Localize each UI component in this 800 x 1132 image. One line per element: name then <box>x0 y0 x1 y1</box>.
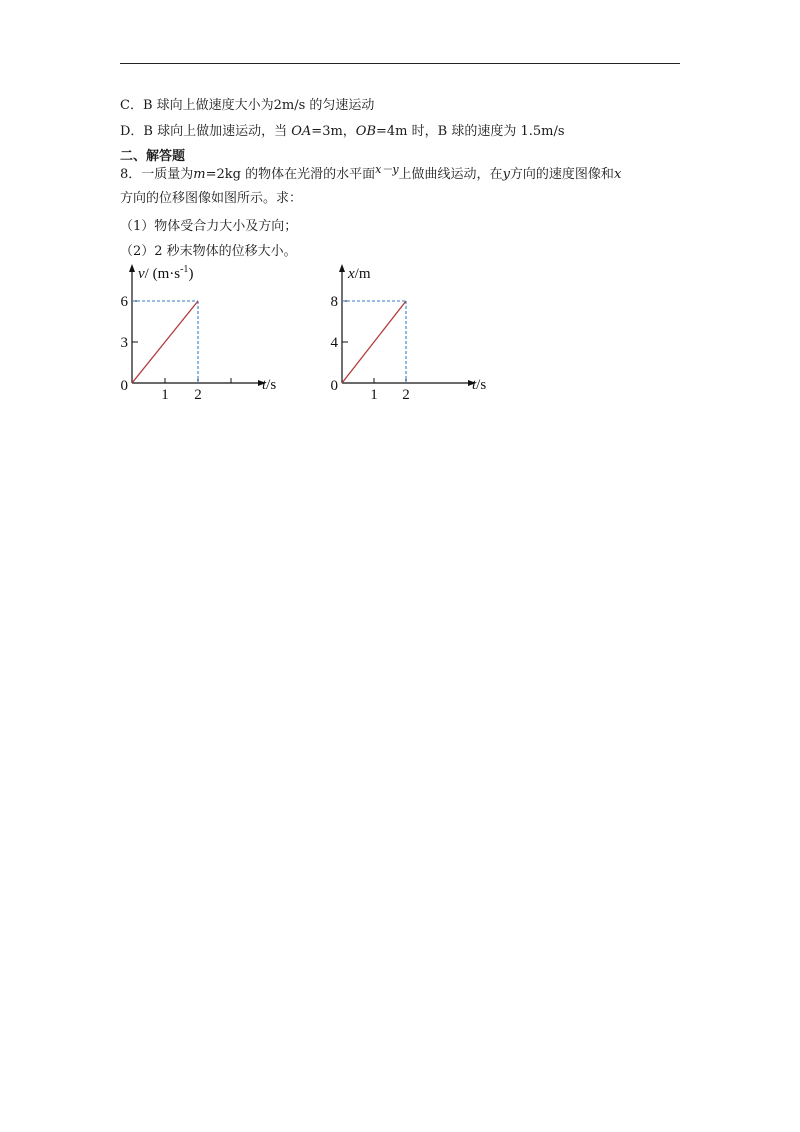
option-d-ob: OB <box>355 124 377 139</box>
x-axis-label: t/s <box>472 377 487 393</box>
mass-variable: m <box>193 167 206 182</box>
y-axis-arrow <box>339 264 345 272</box>
sub-question-2: （2）2 秒末物体的位移大小。 <box>120 244 297 259</box>
option-c-value: 2m/s <box>273 98 306 113</box>
option-d-oa: OA <box>291 124 312 139</box>
x-tick-label: 1 <box>161 387 169 403</box>
question-text-b: =2kg 的物体在光滑的水平面 <box>205 167 376 182</box>
question-text-c: 上做曲线运动，在 <box>398 167 503 182</box>
option-c-prefix: C．B 球向上做速度大小为 <box>120 98 274 113</box>
option-d-prefix: D．B 球向上做加速运动，当 <box>120 124 292 139</box>
y-axis-label: x/m <box>348 266 371 282</box>
option-d <box>120 123 565 141</box>
x-tick-label: 2 <box>194 387 202 403</box>
x-tick-label: 2 <box>402 387 410 403</box>
origin-label: 0 <box>330 378 338 394</box>
y-tick-label: 6 <box>120 294 128 310</box>
question-text-d: 方向的速度图像和 <box>509 167 614 182</box>
sub-question-1: （1）物体受合力大小及方向； <box>120 219 298 234</box>
y-tick-label: 8 <box>330 294 338 310</box>
x-variable: x <box>613 167 622 182</box>
option-c-suffix: 的匀速运动 <box>305 98 375 113</box>
question-line-1 <box>120 163 622 184</box>
y-axis-arrow <box>129 264 135 272</box>
origin-label: 0 <box>120 378 128 394</box>
header-rule <box>120 63 680 64</box>
data-line <box>342 301 406 383</box>
y-tick-label: 3 <box>120 335 128 351</box>
question-number: 8． <box>120 167 142 182</box>
y-variable: y <box>502 167 510 182</box>
question-text-a: 一质量为 <box>141 167 194 182</box>
y-axis-label: v/ $(m\cdot s^{-1})$ <box>138 264 194 282</box>
option-c <box>120 97 374 115</box>
velocity-time-chart <box>110 260 300 410</box>
x-axis-label: t/s <box>262 377 277 393</box>
data-line <box>132 301 198 383</box>
option-d-oa-value: =3m， <box>311 124 356 139</box>
displacement-time-chart <box>320 260 510 410</box>
question-line-2: 方向的位移图像如图所示。求： <box>120 191 303 206</box>
plane-label: x－y <box>375 163 399 176</box>
section-title: 二、解答题 <box>120 149 186 164</box>
y-tick-label: 4 <box>330 335 338 351</box>
option-d-ob-value: =4m 时，B 球的速度为 1.5m/s <box>376 124 565 139</box>
x-tick-label: 1 <box>370 387 378 403</box>
